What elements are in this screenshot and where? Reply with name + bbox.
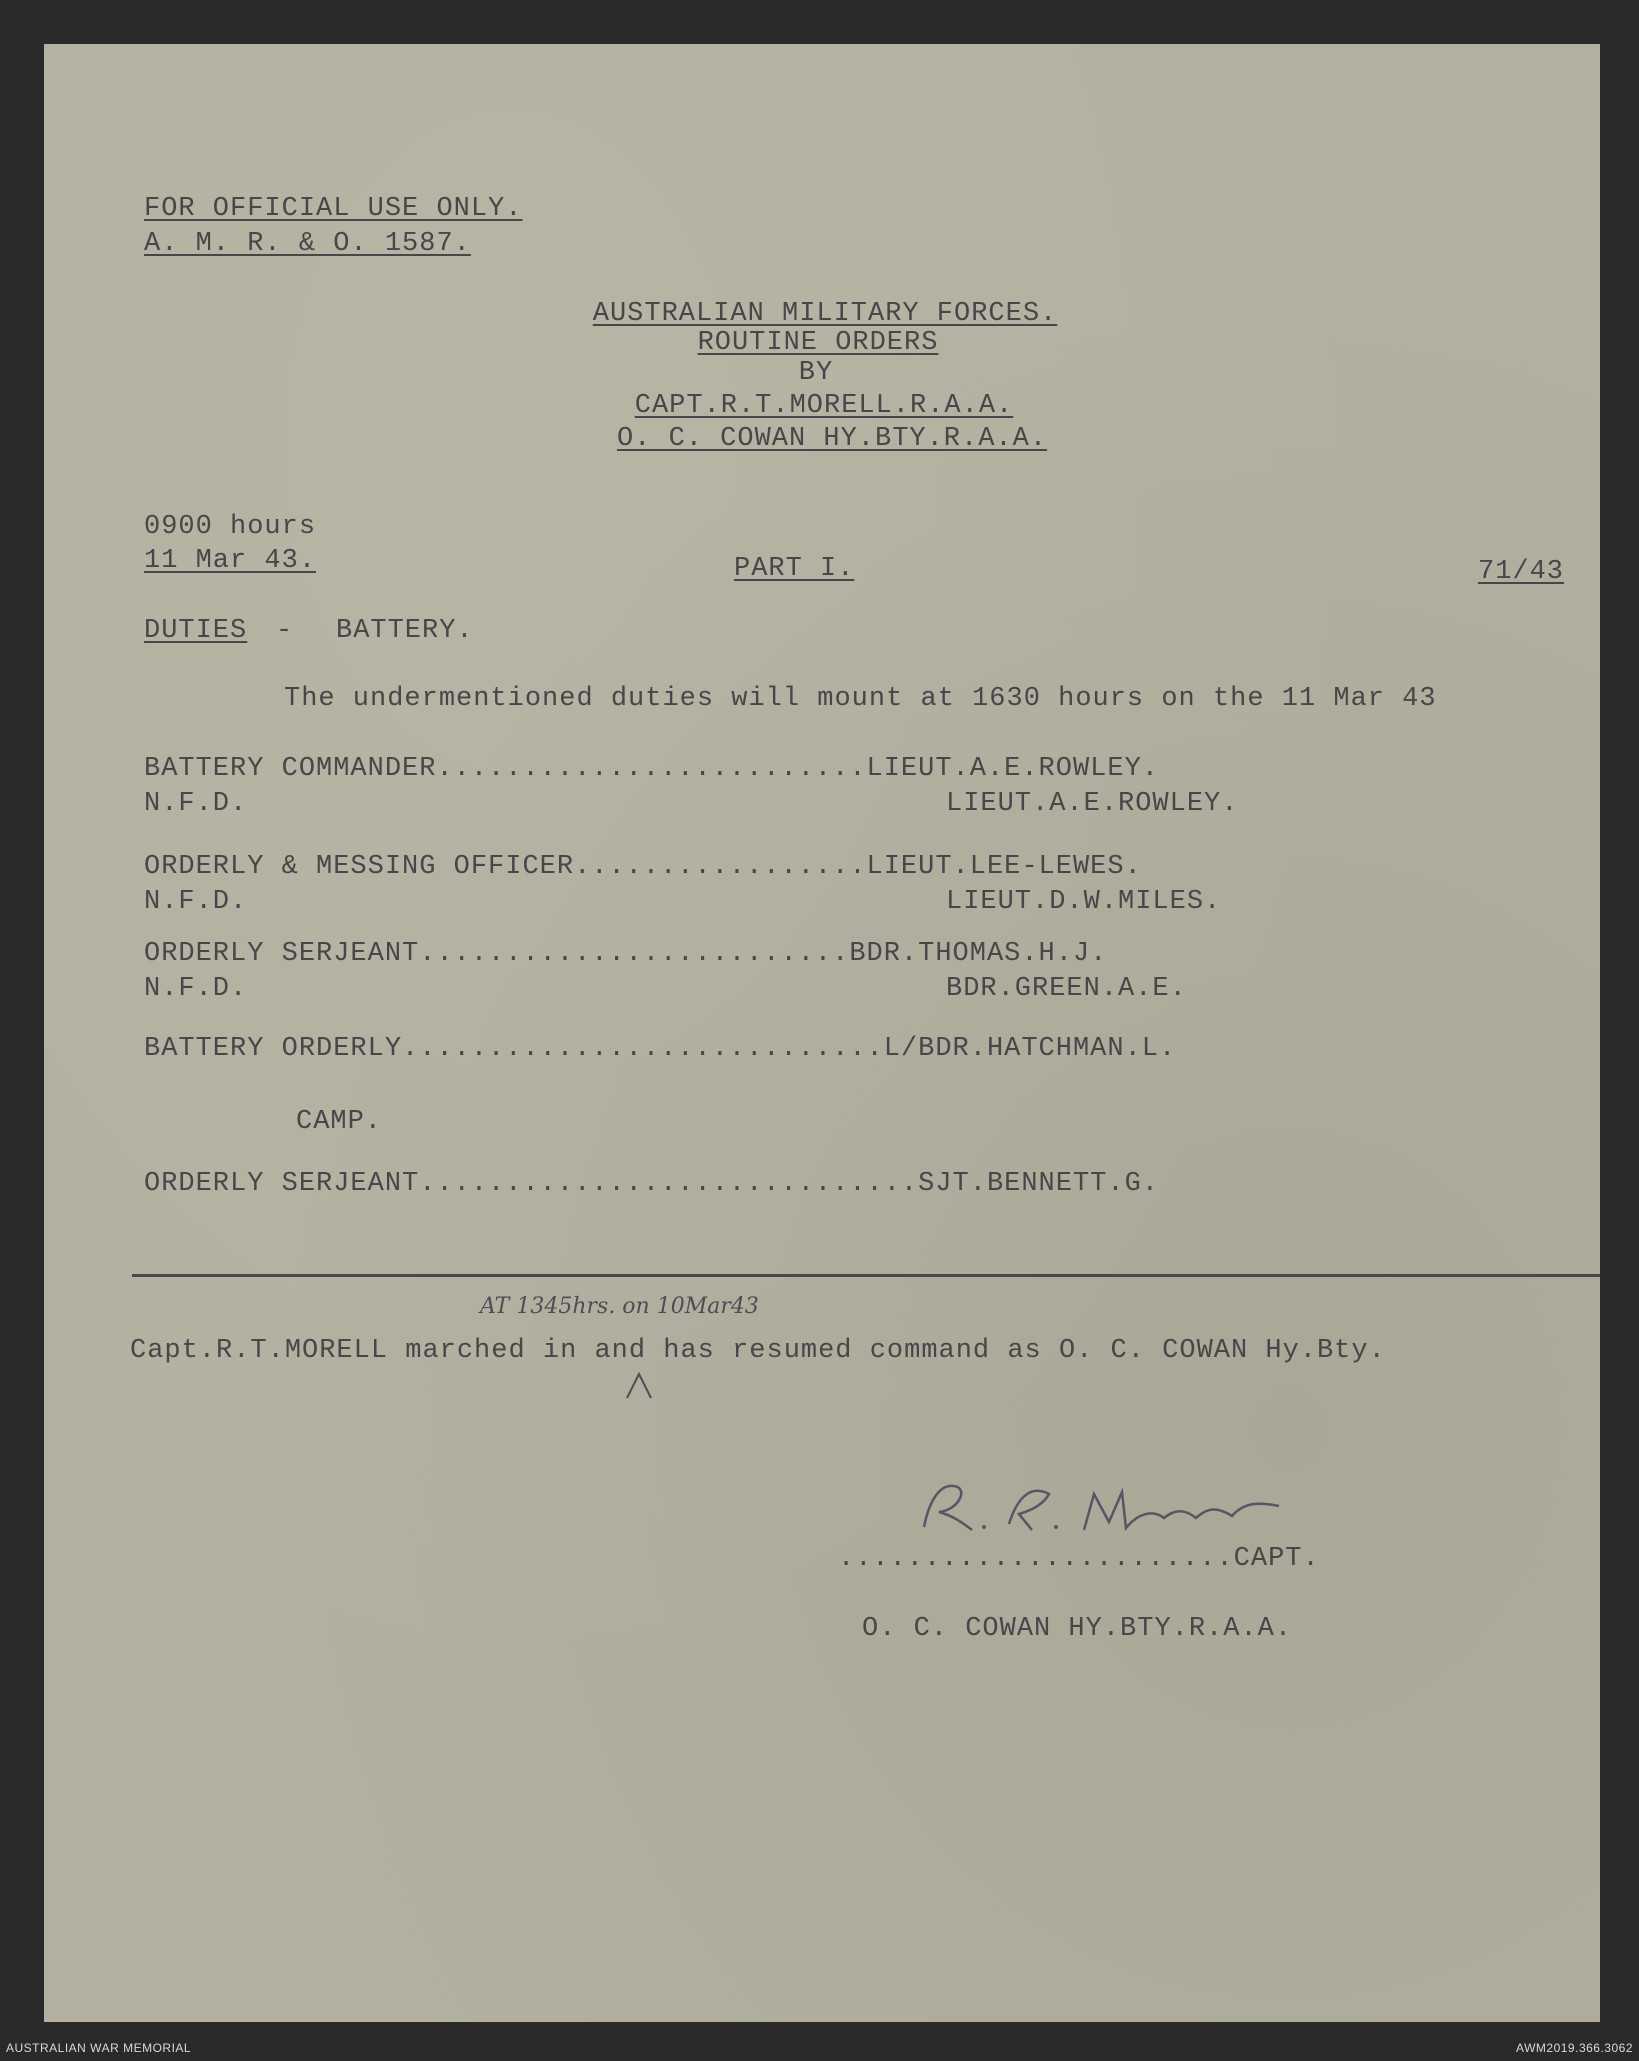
classification-label: FOR OFFICIAL USE ONLY. [144, 194, 523, 224]
part-label: PART I. [734, 554, 855, 584]
signature-line [838, 1544, 1320, 1574]
duty-title: BATTERY COMMANDER [144, 754, 437, 784]
order-number: 71/43 [1478, 557, 1565, 587]
duty-title: ORDERLY SERJEANT [144, 1169, 420, 1199]
duty-row [144, 754, 1159, 784]
handwritten-signature [914, 1472, 1354, 1542]
section-dash: - [276, 616, 294, 646]
camp-duty-row [144, 1169, 1159, 1199]
duty-name: BDR.THOMAS.H.J. [849, 939, 1108, 969]
duty-name: L/BDR.HATCHMAN.L. [883, 1034, 1177, 1064]
order-date: 11 Mar 43. [144, 546, 317, 576]
notice-text: Capt.R.T.MORELL marched in and has resumed command as O. C. COWAN Hy.Bty. [130, 1336, 1386, 1366]
title-issuer: CAPT.R.T.MORELL.R.A.A. [634, 391, 1014, 421]
title-forces: AUSTRALIAN MILITARY FORCES. [592, 299, 1058, 329]
handwritten-insert: AT 1345hrs. on 10Mar43 [480, 1294, 759, 1319]
nfd-name: LIEUT.A.E.ROWLEY. [946, 789, 1239, 819]
leader-dots: ................. [574, 852, 867, 882]
nfd-name: BDR.GREEN.A.E. [946, 974, 1187, 1004]
signature-appointment: O. C. COWAN HY.BTY.R.A.A. [862, 1614, 1293, 1644]
signature-rank: CAPT. [1233, 1544, 1320, 1574]
duty-name: LIEUT.LEE-LEWES. [866, 852, 1142, 882]
title-appointment: O. C. COWAN HY.BTY.R.A.A. [616, 424, 1048, 454]
nfd-label: N.F.D. [144, 887, 248, 917]
duty-title: ORDERLY & MESSING OFFICER [144, 852, 575, 882]
duty-row [144, 1034, 1176, 1064]
insertion-caret [624, 1370, 654, 1400]
leader-dots: ......................... [419, 939, 850, 969]
duty-name: LIEUT.A.E.ROWLEY. [866, 754, 1159, 784]
footer-credit: AUSTRALIAN WAR MEMORIAL [6, 2041, 192, 2055]
camp-heading: CAMP. [296, 1107, 383, 1137]
duties-intro: The undermentioned duties will mount at 1630 hours on the 11 Mar 43 [284, 684, 1437, 714]
nfd-label: N.F.D. [144, 974, 248, 1004]
leader-dots: ............................ [402, 1034, 884, 1064]
leader-dots: ....................... [838, 1544, 1234, 1574]
nfd-name: LIEUT.D.W.MILES. [946, 887, 1222, 917]
order-time: 0900 hours [144, 512, 317, 542]
document-page [44, 44, 1600, 2022]
leader-dots: ......................... [436, 754, 867, 784]
duty-row [144, 939, 1107, 969]
reference-label: A. M. R. & O. 1587. [144, 229, 471, 259]
title-routine-orders: ROUTINE ORDERS [697, 328, 939, 358]
section-heading: DUTIES [144, 616, 248, 646]
leader-dots: ............................. [419, 1169, 919, 1199]
divider-rule [132, 1274, 1600, 1277]
title-by: BY [798, 358, 834, 388]
duty-name: SJT.BENNETT.G. [918, 1169, 1159, 1199]
nfd-label: N.F.D. [144, 789, 248, 819]
footer-accession: AWM2019.366.3062 [1516, 2041, 1633, 2055]
duty-title: ORDERLY SERJEANT [144, 939, 420, 969]
duty-row [144, 852, 1142, 882]
duty-title: BATTERY ORDERLY [144, 1034, 403, 1064]
section-subheading: BATTERY. [336, 616, 474, 646]
